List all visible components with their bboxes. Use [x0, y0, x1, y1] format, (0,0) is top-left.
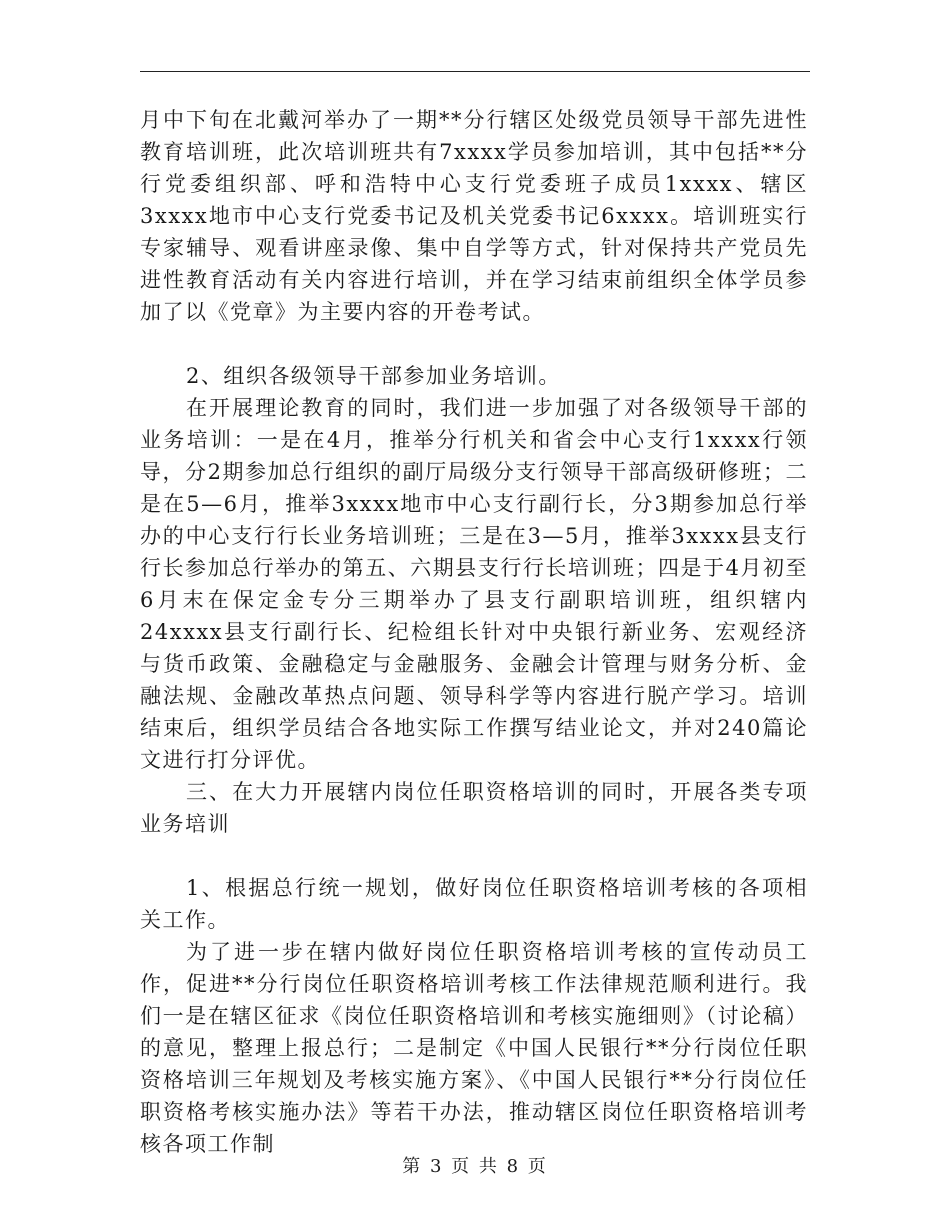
- paragraph-2: 在开展理论教育的同时，我们进一步加强了对各级领导干部的业务培训：一是在4月，推举分行机关和省会中心支行1xxxx行领导，分2期参加总行组织的副厅局级分支行领导干部高级研修班；二是在5—6月，推举3xxxx地市中心支行副行长，分3期参加总行举办的中心支行行长业务培训班；三是在3—5月，推举3xxxx县支行行长参加总行举办的第五、六期县支行行长培训班；四是于4月初至6月末在保定金专分三期举办了县支行副职培训班，组织辖内24xxxx县支行副行长、纪检组长针对中央银行新业务、宏观经济与货币政策、金融稳定与金融服务、金融会计管理与财务分析、金融法规、金融改革热点问题、领导科学等内容进行脱产学习。培训结束后，组织学员结合各地实际工作撰写结业论文，并对240篇论文进行打分评优。: [140, 396, 808, 772]
- section-heading-3: 三、在大力开展辖内岗位任职资格培训的同时，开展各类专项业务培训: [140, 780, 808, 836]
- section-heading-2: 2、组织各级领导干部参加业务培训。: [186, 364, 561, 388]
- paragraph-1: 月中下旬在北戴河举办了一期**分行辖区处级党员领导干部先进性教育培训班，此次培训班共有7xxxx学员参加培训，其中包括**分行党委组织部、呼和浩特中心支行党委班子成员1xxxx、辖区3xxxx地市中心支行党委书记及机关党委书记6xxxx。培训班实行专家辅导、观看讲座录像、集中自学等方式，针对保持共产党员先进性教育活动有关内容进行培训，并在学习结束前组织全体学员参加了以《党章》为主要内容的开卷考试。: [140, 108, 808, 324]
- page-number-footer: 第 3 页 共 8 页: [402, 1156, 548, 1177]
- document-body: [140, 104, 808, 1160]
- header-rule: [140, 71, 810, 72]
- subsection-heading-1: 1、根据总行统一规划，做好岗位任职资格培训考核的各项相关工作。: [140, 876, 808, 932]
- paragraph-3: 为了进一步在辖内做好岗位任职资格培训考核的宣传动员工作，促进**分行岗位任职资格培训考核工作法律规范顺利进行。我们一是在辖区征求《岗位任职资格培训和考核实施细则》（讨论稿）的意见，整理上报总行；二是制定《中国人民银行**分行岗位任职资格培训三年规划及考核实施方案》、《中国人民银行**分行岗位任职资格考核实施办法》等若干办法，推动辖区岗位任职资格培训考核各项工作制: [140, 940, 808, 1156]
